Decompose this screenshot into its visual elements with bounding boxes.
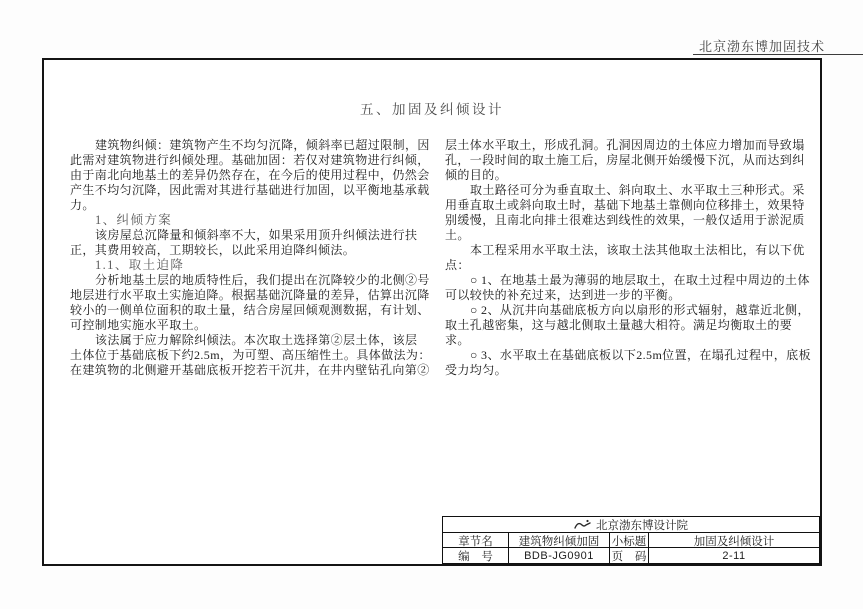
text-line: 可控制地实施水平取土。 [70,318,207,332]
number-value: BDB-JG0901 [508,548,609,564]
text-line: 土体位于基础底板下约2.5m，为可塑、高压缩性土。具体做法为： [70,348,431,362]
text-column-left [70,138,438,378]
text-column-right [445,138,813,378]
text-line: 该法属于应力解除纠倾法。本次取土选择第②层土体，该层 [95,333,418,347]
text-line: 别缓慢，且南北向排土很难达到线性的效果，一般仅适用于淤泥质 [445,213,805,227]
text-line: 地层进行水平取土实施迫降。根据基础沉降量的差异，估算出沉降 [70,288,430,302]
text-line: 孔，一段时间的取土施工后，房屋北侧开始缓慢下沉，从而达到纠 [445,153,805,167]
subtitle-label: 小标题 [609,533,648,549]
text-line: 正，其费用较高，工期较长，以此采用迫降纠倾法。 [70,243,356,257]
text-line: 层土体水平取土，形成孔洞。孔洞因周边的土体应力增加而导致塌 [445,138,805,152]
page-number-value: 2-11 [648,548,819,564]
number-label: 编 号 [458,551,493,563]
swoosh-logo-icon [574,519,591,531]
text-line: 取土孔越密集，这与越北侧取土量越大相符。满足均衡取土的要 [445,318,793,332]
text-line: ○ 3、水平取土在基础底板以下2.5m位置，在塌孔过程中，底板 [470,348,811,362]
text-line: 较小的一侧单位面积的取土量，结合房屋回倾观测数据，有计划、 [70,303,430,317]
text-line: 分析地基土层的地质特性后，我们提出在沉降较少的北侧②号 [95,273,430,287]
text-line: 用垂直取土或斜向取土时，基础下地基土靠侧向位移排土，效果特 [445,198,805,212]
text-line: 倾的目的。 [445,168,508,182]
text-line: 受力均匀。 [445,363,508,377]
text-line: 此需对建筑物进行纠倾处理。基础加固：若仅对建筑物进行纠倾， [70,153,430,167]
title-block-row-1 [443,532,819,547]
section-heading: 1、纠倾方案 [95,213,173,227]
page-title: 五、加固及纠倾设计 [360,102,504,117]
sheet-page [42,58,822,566]
text-line: 产生不均匀沉降，因此需对其进行基础进行加固，以平衡地基承载 [70,183,430,197]
text-line: ○ 2、从沉井向基础底板方向以扇形的形式辐射，越靠近北侧， [470,303,810,317]
text-line: ○ 1、在地基土最为薄弱的地层取土，在取土过程中周边的土体 [470,273,810,287]
page-number-label: 页 码 [609,548,648,564]
title-block-company-row [443,517,819,532]
chapter-name-label: 章节名 [458,536,493,548]
title-block-row-2 [443,547,819,564]
subtitle-value: 加固及纠倾设计 [648,533,819,549]
text-line: 求。 [445,333,470,347]
text-line: 由于南北向地基土的差异仍然存在，在今后的使用过程中，仍然会 [70,168,430,182]
text-line: 点： [445,258,470,272]
text-line: 本工程采用水平取土法，该取土法其他取土法相比，有以下优 [470,243,805,257]
text-line: 取土路径可分为垂直取土、斜向取土、水平取土三种形式。采 [470,183,805,197]
text-line: 力。 [70,198,95,212]
chapter-name-value: 建筑物纠倾加固 [508,533,609,549]
company-name: 北京渤东博设计院 [596,519,688,532]
section-heading: 1.1、取土迫降 [95,258,185,272]
text-line: 在建筑物的北侧避开基础底板开挖若干沉井，在井内壁钻孔向第② [70,363,430,377]
text-line: 建筑物纠倾：建筑物产生不均匀沉降，倾斜率已超过限制，因 [95,138,430,152]
text-line: 可以较快的补充过来，达到进一步的平衡。 [445,288,681,302]
title-block-table [442,516,820,564]
running-head: 北京渤东博加固技术 [693,36,863,55]
text-line: 该房屋总沉降量和倾斜率不大，如果采用顶升纠倾法进行扶 [95,228,418,242]
text-line: 土。 [445,228,470,242]
